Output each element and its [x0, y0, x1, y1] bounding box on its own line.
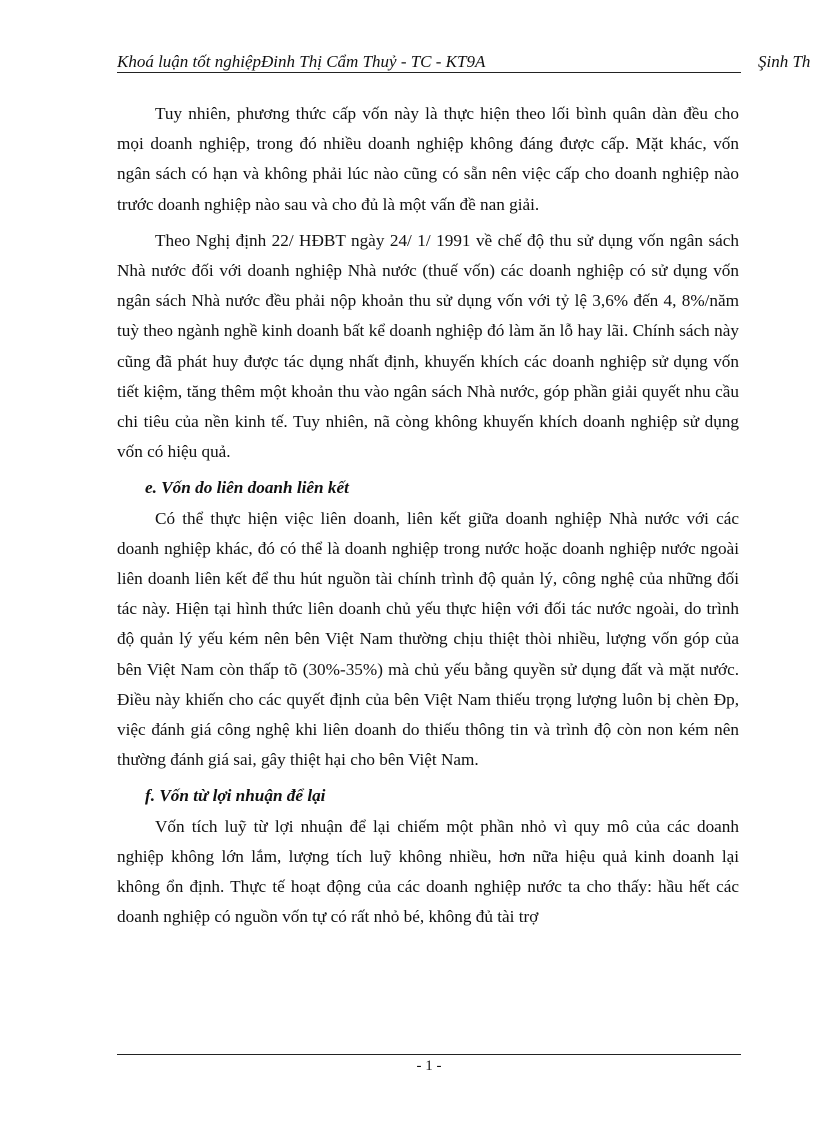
header-divider [117, 72, 741, 73]
section-f-paragraph: Vốn tích luỹ từ lợi nhuận để lại chiếm một phần nhỏ vì quy mô của các doanh nghiệp không lớn lắm, lượng tích luỹ không nhiều, hơn nữa hiệu quả kinh doanh lại không ổn định. Thực tế hoạt động của các doanh nghiệp nước ta cho thấy: hầu hết các doanh nghiệp có nguồn vốn tự có rất nhỏ bé, không đủ tài trợ [117, 816, 739, 927]
document-body [117, 99, 739, 938]
page-header [117, 48, 816, 78]
header-thesis-title: Khoá luận tốt nghiệpĐinh Thị Cẩm Thuỷ - TC - KT9A [117, 52, 486, 71]
body-paragraph: Tuy nhiên, phương thức cấp vốn này là thực hiện theo lối bình quân dàn đều cho mọi doanh nghiệp, trong đó nhiều doanh nghiệp không đáng được cấp. Mặt khác, vốn ngân sách có hạn và không phải lúc nào cũng có sẵn nên việc cấp cho doanh nghiệp nào trước doanh nghiệp nào sau và cho đủ là một vấn đề nan giải. [117, 104, 739, 214]
section-e-paragraph: Có thể thực hiện việc liên doanh, liên kết giữa doanh nghiệp Nhà nước với các doanh nghiệp khác, đó có thể là doanh nghiệp trong nước hoặc doanh nghiệp nước ngoài liên doanh liên kết để thu hút nguồn tài chính trình độ quản lý, công nghệ của những đối tác này. Hiện tại hình thức liên doanh chủ yếu thực hiện với đối tác nước ngoài, do trình độ quản lý yếu kém nên bên Việt Nam thường chịu thiệt thòi nhiều, lượng vốn góp của bên Việt Nam còn thấp tõ (30%-35%) mà chủ yếu bằng quyền sử dụng đất và mặt nước. Điều này khiến cho các quyết định của bên Việt Nam thiếu trọng lượng luôn bị chèn Ðp, việc đánh giá công nghệ khi liên doanh do thiếu thông tin và trình độ còn non kém nên thường đánh giá sai, gây thiệt hại cho bên Việt Nam. [117, 508, 739, 770]
page-number: - 1 - [416, 1058, 442, 1074]
section-heading-e: e. Vốn do liên doanh liên kết [145, 478, 349, 498]
header-right-text: Şinh Th [758, 52, 811, 71]
footer-divider [117, 1054, 741, 1055]
section-heading-f: f. Vốn từ lợi nhuận để lại [145, 786, 326, 806]
body-paragraph: Theo Nghị định 22/ HĐBT ngày 24/ 1/ 1991 về chế độ thu sử dụng vốn ngân sách Nhà nước đối với doanh nghiệp Nhà nước (thuế vốn) các doanh nghiệp có sử dụng vốn ngân sách Nhà nước đều phải nộp khoản thu sử dụng vốn với tỷ lệ 3,6% đến 4, 8%/năm tuỳ theo ngành nghề kinh doanh bất kể doanh nghiệp đó làm ăn lỗ hay lãi. Chính sách này cũng đã phát huy được tác dụng nhất định, khuyến khích các doanh nghiệp sử dụng vốn tiết kiệm, tăng thêm một khoản thu vào ngân sách Nhà nước, góp phần giải quyết nhu cầu chi tiêu của nền kinh tế. Tuy nhiên, nã còng không khuyến khích doanh nghiệp sử dụng vốn có hiệu quả. [117, 230, 739, 462]
